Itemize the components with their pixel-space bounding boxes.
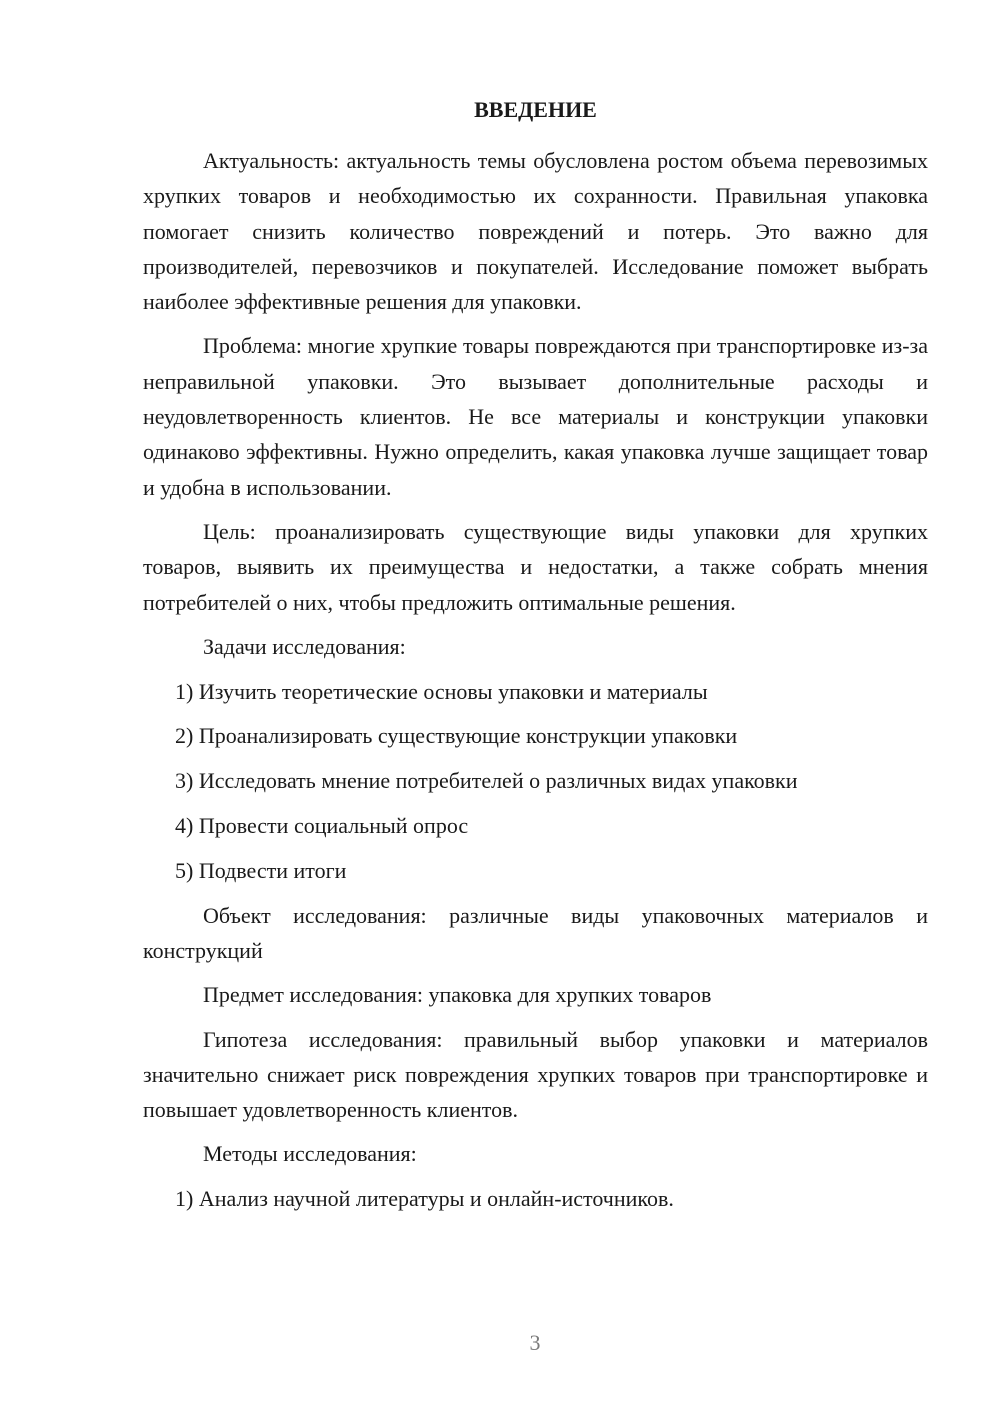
task-item: 3) Исследовать мнение потребителей о различных видах упаковки [175,768,798,794]
goal-paragraph: Цель: проанализировать существующие виды упаковки для хрупких товаров, выявить их преимущества и недостатки, а также собрать мнения потребителей о них, чтобы предложить оптимальные решения. [143,518,928,615]
page-title: ВВЕДЕНИЕ [474,97,597,122]
hypothesis-paragraph: Гипотеза исследования: правильный выбор упаковки и материалов значительно снижает риск повреждения хрупких товаров при транспортировке и повышает удовлетворенность клиентов. [143,1026,928,1123]
task-item: 4) Провести социальный опрос [175,813,469,839]
task-item: 1) Изучить теоретические основы упаковки и материалы [175,678,708,704]
task-item: 5) Подвести итоги [175,857,347,883]
tasks-heading: Задачи исследования: [203,633,406,659]
document-page [143,92,928,1226]
subject-paragraph: Предмет исследования: упаковка для хрупких товаров [203,982,712,1008]
relevance-paragraph: Актуальность: актуальность темы обусловлена ростом объема перевозимых хрупких товаров и необходимостью их сохранности. Правильная упаковка помогает снизить количество повреждений и потерь. Это важно для производителей, перевозчиков и покупателей. Исследование поможет выбрать наиболее эффективные решения для упаковки. [143,148,928,315]
method-item: 1) Анализ научной литературы и онлайн-источников. [175,1186,674,1212]
methods-heading: Методы исследования: [203,1141,417,1167]
task-item: 2) Проанализировать существующие конструкции упаковки [175,723,738,749]
object-paragraph: Объект исследования: различные виды упаковочных материалов и конструкций [143,902,928,963]
page-number: 3 [529,1330,541,1355]
problem-paragraph: Проблема: многие хрупкие товары повреждаются при транспортировке из-за неправильной упаковки. Это вызывает дополнительные расходы и неудовлетворенность клиентов. Не все материалы и конструкции упаковки одинаково эффективны. Нужно определить, какая упаковка лучше защищает товар и удобна в использовании. [143,333,928,500]
